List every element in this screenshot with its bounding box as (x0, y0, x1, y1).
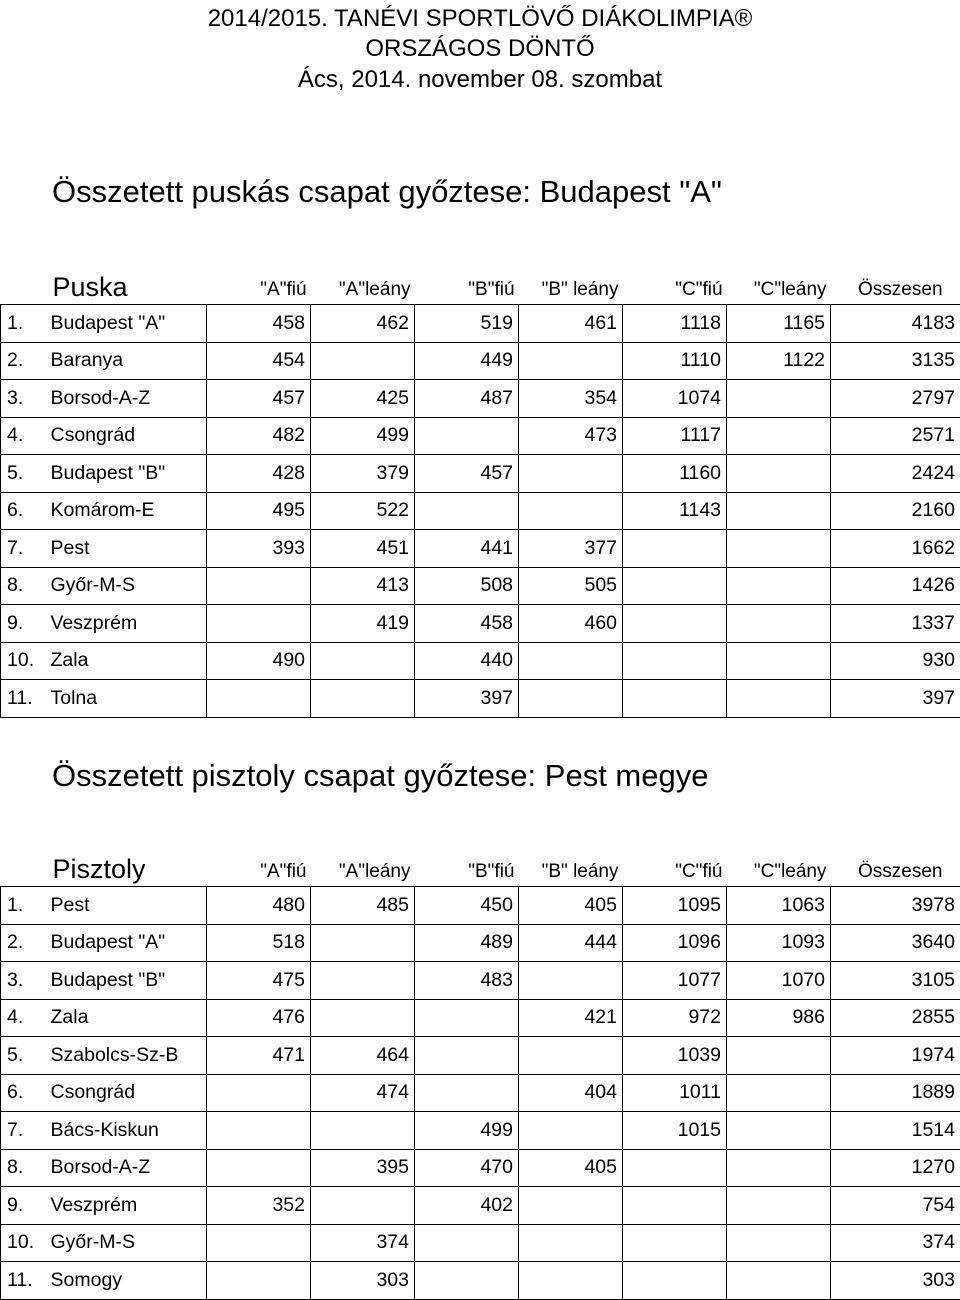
pistol-results-table (0, 848, 960, 1300)
team-name-cell: Borsod-A-Z (47, 380, 207, 418)
score-cell: 508 (415, 567, 519, 605)
column-header: "C"leány (727, 266, 831, 305)
total-score-cell: 1426 (831, 567, 960, 605)
score-cell (727, 567, 831, 605)
score-cell: 1039 (623, 1037, 727, 1075)
score-cell (623, 1262, 727, 1300)
score-cell: 1143 (623, 492, 727, 530)
score-cell (415, 1074, 519, 1112)
score-cell (727, 605, 831, 643)
score-cell (623, 567, 727, 605)
rank-cell: 3. (1, 380, 47, 418)
score-cell: 482 (207, 417, 311, 455)
score-cell (623, 1187, 727, 1225)
score-cell: 303 (311, 1262, 415, 1300)
score-cell: 1110 (623, 342, 727, 380)
score-cell (623, 1224, 727, 1262)
score-cell: 490 (207, 642, 311, 680)
score-cell (415, 1037, 519, 1075)
score-cell: 457 (415, 455, 519, 493)
score-cell: 460 (519, 605, 623, 643)
rank-cell: 9. (1, 605, 47, 643)
total-score-cell: 930 (831, 642, 960, 680)
team-name-cell: Csongrád (47, 1074, 207, 1112)
rank-cell: 8. (1, 567, 47, 605)
score-cell: 425 (311, 380, 415, 418)
score-cell: 377 (519, 530, 623, 568)
score-cell (623, 642, 727, 680)
team-name-cell: Tolna (47, 680, 207, 718)
rank-cell: 7. (1, 1112, 47, 1150)
score-cell: 1074 (623, 380, 727, 418)
score-cell (519, 342, 623, 380)
score-cell (519, 1187, 623, 1225)
rank-cell: 2. (1, 342, 47, 380)
rank-cell: 5. (1, 1037, 47, 1075)
team-name-cell: Budapest "B" (47, 962, 207, 1000)
score-cell (727, 1037, 831, 1075)
score-cell: 1165 (727, 305, 831, 343)
rank-cell: 8. (1, 1149, 47, 1187)
table-row (1, 455, 960, 493)
total-score-cell: 2855 (831, 999, 960, 1037)
score-cell (311, 680, 415, 718)
table-row (1, 887, 960, 925)
team-name-cell: Veszprém (47, 1187, 207, 1225)
event-subtitle: ORSZÁGOS DÖNTŐ (0, 35, 960, 63)
score-cell: 352 (207, 1187, 311, 1225)
score-cell (727, 417, 831, 455)
total-score-cell: 2797 (831, 380, 960, 418)
score-cell: 462 (311, 305, 415, 343)
team-name-cell: Győr-M-S (47, 567, 207, 605)
score-cell: 444 (519, 924, 623, 962)
table-row (1, 380, 960, 418)
score-cell (207, 1224, 311, 1262)
score-cell (727, 380, 831, 418)
table-row (1, 1187, 960, 1225)
column-header: "C"leány (727, 848, 831, 887)
table-row (1, 924, 960, 962)
score-cell: 1122 (727, 342, 831, 380)
score-cell (519, 455, 623, 493)
score-cell (207, 680, 311, 718)
rank-cell: 10. (1, 642, 47, 680)
score-cell (311, 1112, 415, 1150)
rank-cell: 1. (1, 887, 47, 925)
total-score-cell: 1270 (831, 1149, 960, 1187)
score-cell: 1077 (623, 962, 727, 1000)
table-row (1, 342, 960, 380)
score-cell: 489 (415, 924, 519, 962)
score-cell: 458 (415, 605, 519, 643)
score-cell (207, 1149, 311, 1187)
score-cell: 1011 (623, 1074, 727, 1112)
table-row (1, 530, 960, 568)
score-cell: 1070 (727, 962, 831, 1000)
score-cell (311, 924, 415, 962)
team-name-cell: Somogy (47, 1262, 207, 1300)
total-score-cell: 1337 (831, 605, 960, 643)
score-cell: 458 (207, 305, 311, 343)
score-cell (415, 1262, 519, 1300)
column-header: "B"fiú (415, 266, 519, 305)
team-name-cell: Borsod-A-Z (47, 1149, 207, 1187)
score-cell: 480 (207, 887, 311, 925)
score-cell (207, 1112, 311, 1150)
column-header: "A"leány (311, 266, 415, 305)
score-cell: 483 (415, 962, 519, 1000)
score-cell (207, 1074, 311, 1112)
team-name-cell: Győr-M-S (47, 1224, 207, 1262)
score-cell (519, 1262, 623, 1300)
score-cell (727, 1149, 831, 1187)
total-score-cell: 3640 (831, 924, 960, 962)
score-cell: 454 (207, 342, 311, 380)
score-cell (519, 1037, 623, 1075)
score-cell: 986 (727, 999, 831, 1037)
rank-cell: 6. (1, 492, 47, 530)
rank-cell: 9. (1, 1187, 47, 1225)
table-row (1, 1149, 960, 1187)
rifle-table-label: Puska (1, 266, 207, 305)
table-row (1, 1112, 960, 1150)
score-cell (519, 642, 623, 680)
table-row (1, 962, 960, 1000)
score-cell: 457 (207, 380, 311, 418)
score-cell: 428 (207, 455, 311, 493)
score-cell: 972 (623, 999, 727, 1037)
score-cell: 1096 (623, 924, 727, 962)
total-score-cell: 754 (831, 1187, 960, 1225)
rank-cell: 4. (1, 999, 47, 1037)
score-cell: 441 (415, 530, 519, 568)
score-cell (623, 530, 727, 568)
score-cell (727, 680, 831, 718)
score-cell: 419 (311, 605, 415, 643)
column-header: "C"fiú (623, 848, 727, 887)
score-cell: 487 (415, 380, 519, 418)
total-score-cell: 2424 (831, 455, 960, 493)
pistol-header-row (1, 848, 960, 887)
rifle-header-row (1, 266, 960, 305)
score-cell (207, 567, 311, 605)
table-row (1, 605, 960, 643)
pistol-table-label: Pisztoly (1, 848, 207, 887)
score-cell: 495 (207, 492, 311, 530)
score-cell (519, 492, 623, 530)
event-title: 2014/2015. TANÉVI SPORTLÖVŐ DIÁKOLIMPIA® (0, 5, 960, 33)
rank-cell: 3. (1, 962, 47, 1000)
table-row (1, 999, 960, 1037)
rifle-results-table (0, 266, 960, 718)
score-cell: 470 (415, 1149, 519, 1187)
column-header: "A"fiú (207, 266, 311, 305)
team-name-cell: Zala (47, 999, 207, 1037)
rank-cell: 7. (1, 530, 47, 568)
team-name-cell: Budapest "A" (47, 305, 207, 343)
score-cell (519, 680, 623, 718)
total-score-cell: 3105 (831, 962, 960, 1000)
table-row (1, 1224, 960, 1262)
score-cell: 440 (415, 642, 519, 680)
score-cell: 421 (519, 999, 623, 1037)
team-name-cell: Baranya (47, 342, 207, 380)
column-header: "B"fiú (415, 848, 519, 887)
score-cell: 413 (311, 567, 415, 605)
score-cell: 499 (415, 1112, 519, 1150)
table-row (1, 1037, 960, 1075)
score-cell (311, 342, 415, 380)
rank-cell: 5. (1, 455, 47, 493)
score-cell: 405 (519, 1149, 623, 1187)
score-cell: 1015 (623, 1112, 727, 1150)
score-cell (727, 1112, 831, 1150)
score-cell: 402 (415, 1187, 519, 1225)
score-cell: 1095 (623, 887, 727, 925)
total-score-cell: 1974 (831, 1037, 960, 1075)
score-cell (727, 492, 831, 530)
score-cell: 499 (311, 417, 415, 455)
column-header-total: Összesen (831, 848, 960, 887)
score-cell (207, 1262, 311, 1300)
score-cell: 1093 (727, 924, 831, 962)
score-cell (415, 999, 519, 1037)
score-cell: 1117 (623, 417, 727, 455)
score-cell (415, 492, 519, 530)
score-cell (415, 417, 519, 455)
table-row (1, 1074, 960, 1112)
score-cell (727, 530, 831, 568)
score-cell: 374 (311, 1224, 415, 1262)
score-cell: 1063 (727, 887, 831, 925)
score-cell: 395 (311, 1149, 415, 1187)
score-cell: 405 (519, 887, 623, 925)
column-header: "A"leány (311, 848, 415, 887)
score-cell (623, 605, 727, 643)
score-cell: 522 (311, 492, 415, 530)
total-score-cell: 1889 (831, 1074, 960, 1112)
column-header-total: Összesen (831, 266, 960, 305)
score-cell (727, 455, 831, 493)
score-cell (311, 642, 415, 680)
score-cell (727, 1224, 831, 1262)
team-name-cell: Bács-Kiskun (47, 1112, 207, 1150)
score-cell (415, 1224, 519, 1262)
team-name-cell: Zala (47, 642, 207, 680)
table-row (1, 417, 960, 455)
column-header: "B" leány (519, 848, 623, 887)
score-cell (623, 1149, 727, 1187)
score-cell: 404 (519, 1074, 623, 1112)
score-cell (311, 962, 415, 1000)
rank-cell: 4. (1, 417, 47, 455)
column-header: "C"fiú (623, 266, 727, 305)
score-cell: 461 (519, 305, 623, 343)
score-cell: 473 (519, 417, 623, 455)
score-cell (311, 999, 415, 1037)
total-score-cell: 2160 (831, 492, 960, 530)
rank-cell: 6. (1, 1074, 47, 1112)
rank-cell: 2. (1, 924, 47, 962)
team-name-cell: Komárom-E (47, 492, 207, 530)
total-score-cell: 303 (831, 1262, 960, 1300)
score-cell: 1160 (623, 455, 727, 493)
score-cell (207, 605, 311, 643)
score-cell (727, 1074, 831, 1112)
score-cell: 474 (311, 1074, 415, 1112)
score-cell: 379 (311, 455, 415, 493)
pistol-winner-heading: Összetett pisztoly csapat győztese: Pest megye (52, 758, 708, 794)
total-score-cell: 1514 (831, 1112, 960, 1150)
score-cell: 471 (207, 1037, 311, 1075)
score-cell (727, 1262, 831, 1300)
table-row (1, 305, 960, 343)
score-cell (311, 1187, 415, 1225)
event-date-location: Ács, 2014. november 08. szombat (0, 66, 960, 94)
team-name-cell: Csongrád (47, 417, 207, 455)
table-row (1, 567, 960, 605)
table-row (1, 492, 960, 530)
total-score-cell: 397 (831, 680, 960, 718)
column-header: "A"fiú (207, 848, 311, 887)
score-cell (727, 1187, 831, 1225)
score-cell: 464 (311, 1037, 415, 1075)
total-score-cell: 3978 (831, 887, 960, 925)
team-name-cell: Veszprém (47, 605, 207, 643)
score-cell (519, 962, 623, 1000)
score-cell: 505 (519, 567, 623, 605)
team-name-cell: Budapest "A" (47, 924, 207, 962)
column-header: "B" leány (519, 266, 623, 305)
rifle-winner-heading: Összetett puskás csapat győztese: Budapest "A" (52, 174, 722, 210)
rank-cell: 1. (1, 305, 47, 343)
score-cell: 397 (415, 680, 519, 718)
score-cell: 485 (311, 887, 415, 925)
total-score-cell: 1662 (831, 530, 960, 568)
table-row (1, 1262, 960, 1300)
total-score-cell: 3135 (831, 342, 960, 380)
score-cell (519, 1112, 623, 1150)
score-cell (519, 1224, 623, 1262)
score-cell: 449 (415, 342, 519, 380)
score-cell: 1118 (623, 305, 727, 343)
score-cell: 518 (207, 924, 311, 962)
team-name-cell: Szabolcs-Sz-B (47, 1037, 207, 1075)
rank-cell: 11. (1, 680, 47, 718)
score-cell: 475 (207, 962, 311, 1000)
score-cell: 451 (311, 530, 415, 568)
score-cell (623, 680, 727, 718)
rank-cell: 10. (1, 1224, 47, 1262)
total-score-cell: 4183 (831, 305, 960, 343)
table-row (1, 680, 960, 718)
team-name-cell: Budapest "B" (47, 455, 207, 493)
score-cell (727, 642, 831, 680)
rank-cell: 11. (1, 1262, 47, 1300)
total-score-cell: 2571 (831, 417, 960, 455)
team-name-cell: Pest (47, 887, 207, 925)
score-cell: 354 (519, 380, 623, 418)
score-cell: 519 (415, 305, 519, 343)
score-cell: 450 (415, 887, 519, 925)
score-cell: 393 (207, 530, 311, 568)
table-row (1, 642, 960, 680)
score-cell: 476 (207, 999, 311, 1037)
team-name-cell: Pest (47, 530, 207, 568)
total-score-cell: 374 (831, 1224, 960, 1262)
